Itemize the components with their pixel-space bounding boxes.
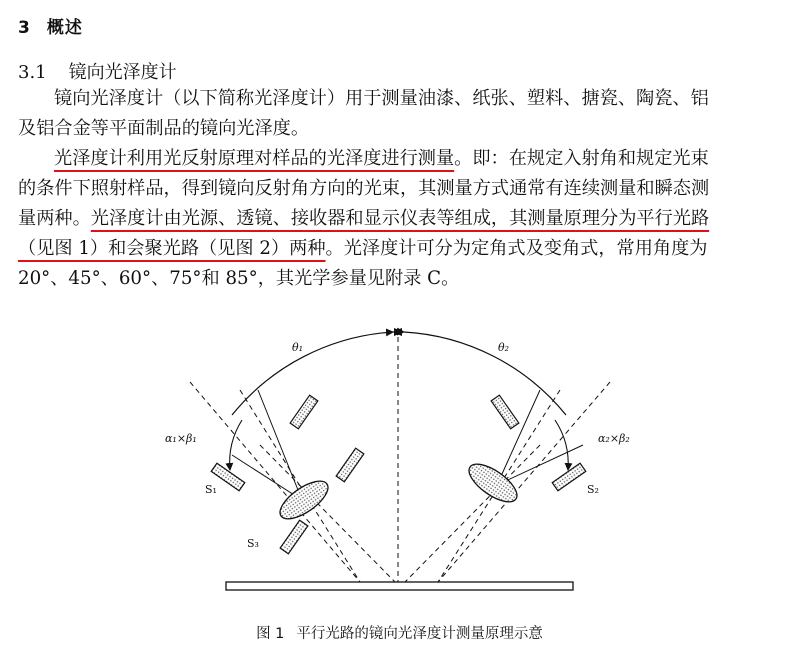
theta2-arc bbox=[404, 332, 566, 415]
alpha-beta-2-label: α₂×β₂ bbox=[598, 432, 630, 445]
underlined-text: （见图 1）和会聚光路（见图 2）两种 bbox=[18, 238, 326, 259]
subsection-title: 镜向光泽度计 bbox=[68, 62, 177, 83]
paragraph-line: （见图 1）和会聚光路（见图 2）两种。光泽度计可分为定角式及变角式，常用角度为 bbox=[18, 238, 708, 259]
paragraph-line: 20°、45°、60°、75°和 85°，其光学参量见附录 C。 bbox=[18, 268, 460, 289]
section-title: 概述 bbox=[46, 18, 83, 38]
paragraph-line: 量两种。光泽度计由光源、透镜、接收器和显示仪表等组成，其测量原理分为平行光路 bbox=[18, 208, 710, 229]
paragraph-line: 的条件下照射样品，得到镜向反射角方向的光束，其测量方式通常有连续测量和瞬态测 bbox=[18, 178, 710, 199]
s1-label: S₁ bbox=[205, 483, 217, 496]
s2-label: S₂ bbox=[587, 483, 599, 496]
alpha-beta-1-label: α₁×β₁ bbox=[165, 432, 197, 445]
parallel-light-path-diagram bbox=[0, 305, 799, 605]
theta1-label: θ₁ bbox=[292, 341, 304, 354]
paragraph-line: 及铝合金等平面制品的镜向光泽度。 bbox=[18, 118, 310, 139]
section-number: 3 bbox=[18, 18, 31, 38]
figure-caption bbox=[0, 622, 799, 643]
underlined-text: 光泽度计由光源、透镜、接收器和显示仪表等组成，其测量原理分为平行光路 bbox=[90, 208, 710, 229]
theta2-label: θ₂ bbox=[498, 341, 510, 354]
receiver-s3 bbox=[280, 520, 308, 554]
subsection-number: 3.1 bbox=[18, 62, 47, 83]
paragraph-line: 光泽度计利用光反射原理对样品的光泽度进行测量。即：在规定入射角和规定光束 bbox=[54, 148, 709, 169]
aperture-plate bbox=[491, 395, 519, 429]
right-lens bbox=[463, 457, 523, 509]
s3-label: S₃ bbox=[247, 537, 259, 550]
subsection-heading bbox=[18, 58, 177, 84]
receiver-s2 bbox=[552, 463, 586, 491]
underlined-text: 光泽度计利用光反射原理对样品的光泽度进行测量 bbox=[54, 148, 455, 169]
aperture-plate bbox=[290, 395, 318, 429]
left-lens bbox=[274, 474, 334, 526]
sample-plate bbox=[226, 582, 573, 590]
caption-number: 图 1 bbox=[256, 626, 285, 642]
aperture-plate bbox=[336, 448, 364, 482]
body-paragraph bbox=[18, 84, 782, 294]
paragraph-line: 镜向光泽度计（以下简称光泽度计）用于测量油漆、纸张、塑料、搪瓷、陶瓷、铝 bbox=[54, 88, 709, 109]
caption-text: 平行光路的镜向光泽度计测量原理示意 bbox=[296, 626, 543, 642]
section-heading bbox=[18, 13, 83, 38]
